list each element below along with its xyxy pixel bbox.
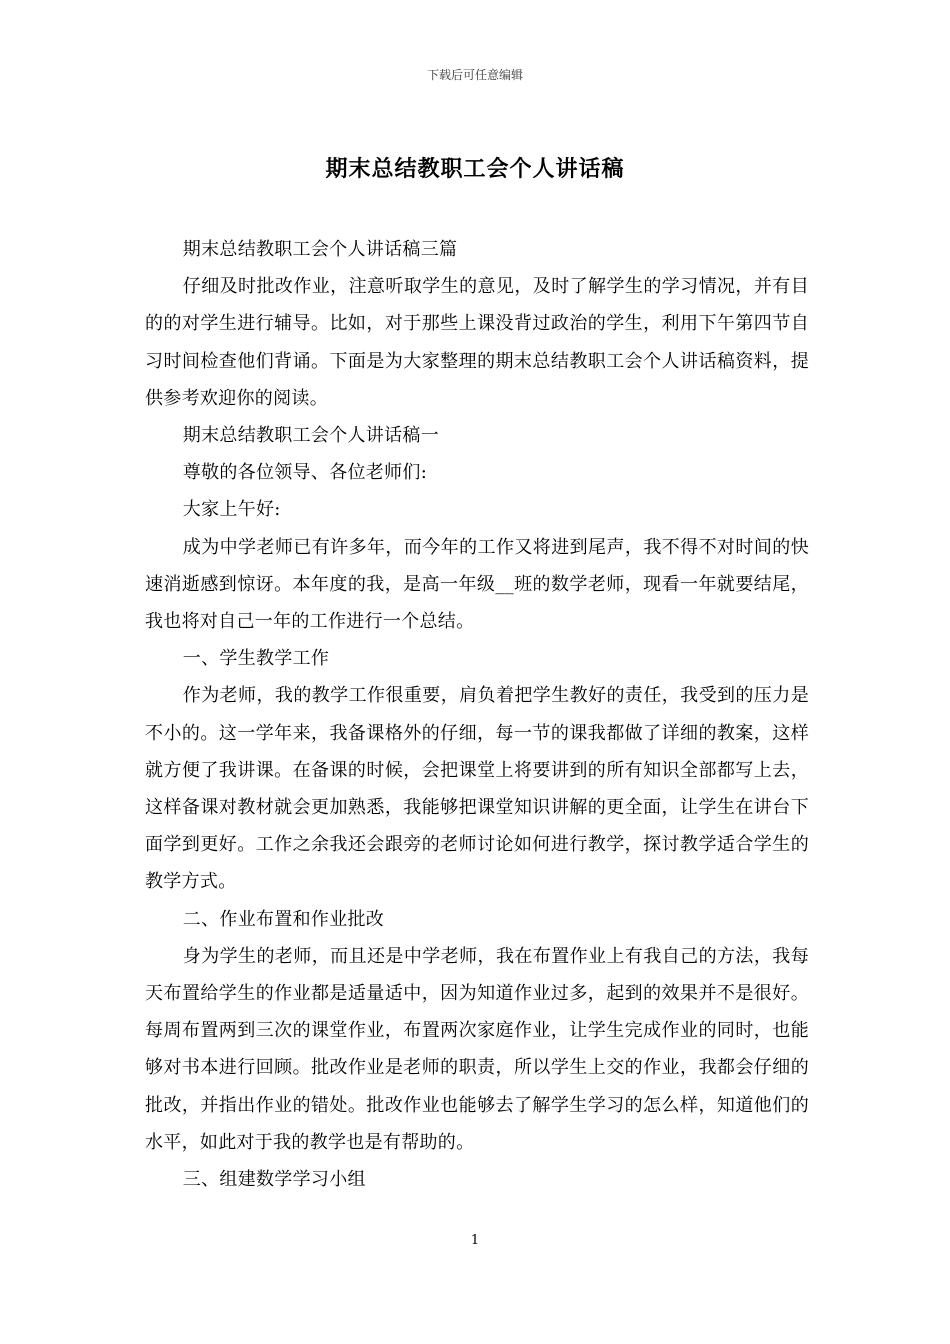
paragraph-subtitle: 期末总结教职工会个人讲话稿三篇 bbox=[182, 239, 458, 260]
paragraph-homework: 身为学生的老师，而且还是中学老师，我在布置作业上有我自己的方法，我每天布置给学生的作业都是适量适中，因为知道作业过多，起到的效果并不是很好。每周布置两到三次的课堂作业，布置两次家庭作业，让学生完成作业的同时，也能够对书本进行回顾。批改作业是老师的职责，所以学生上交的作业，我都会仔细的批改，并指出作业的错处。批改作业也能够去了解学生学习的怎么样，知道他们的水平，如此对于我的教学也是有帮助的。 bbox=[145, 945, 809, 1153]
paragraph-intro: 仔细及时批改作业，注意听取学生的意见，及时了解学生的学习情况，并有目的的对学生进行辅导。比如，对于那些上课没背过政治的学生，利用下午第四节自习时间检查他们背诵。下面是为大家整理的期末总结教职工会个人讲话稿资料，提供参考欢迎你的阅读。 bbox=[145, 276, 809, 409]
paragraph-salutation: 尊敬的各位领导、各位老师们: bbox=[182, 462, 428, 484]
paragraph-teaching: 作为老师，我的教学工作很重要，肩负着把学生教好的责任，我受到的压力是不小的。这一学年来，我备课格外的仔细，每一节的课我都做了详细的教案，这样就方便了我讲课。在备课的时候，会把课堂上将要讲到的所有知识全部都写上去，这样备课对教材就会更加熟悉，我能够把课堂知识讲解的更全面，让学生在讲台下面学到更好。工作之余我还会跟旁的老师讨论如何进行教学，探讨教学适合学生的教学方式。 bbox=[145, 685, 809, 893]
section-heading-study-group: 三、组建数学学习小组 bbox=[182, 1169, 366, 1191]
section-heading-teaching: 一、学生教学工作 bbox=[182, 648, 330, 670]
section-heading-homework: 二、作业布置和作业批改 bbox=[182, 908, 385, 930]
paragraph-speech-one-title: 期末总结教职工会个人讲话稿一 bbox=[182, 425, 439, 447]
paragraph-opening: 成为中学老师已有许多年，而今年的工作又将进到尾声，我不得不对时间的快速消逝感到惊讶。本年度的我，是高一年级__班的数学老师，现看一年就要结尾，我也将对自己一年的工作进行一个总结。 bbox=[145, 536, 809, 633]
header-note: 下载后可任意编辑 bbox=[426, 68, 523, 82]
page-number: 1 bbox=[470, 1233, 480, 1248]
document-body bbox=[145, 231, 809, 1198]
paragraph-greeting: 大家上午好: bbox=[182, 499, 281, 521]
document-title: 期末总结教职工会个人讲话稿 bbox=[325, 156, 625, 182]
